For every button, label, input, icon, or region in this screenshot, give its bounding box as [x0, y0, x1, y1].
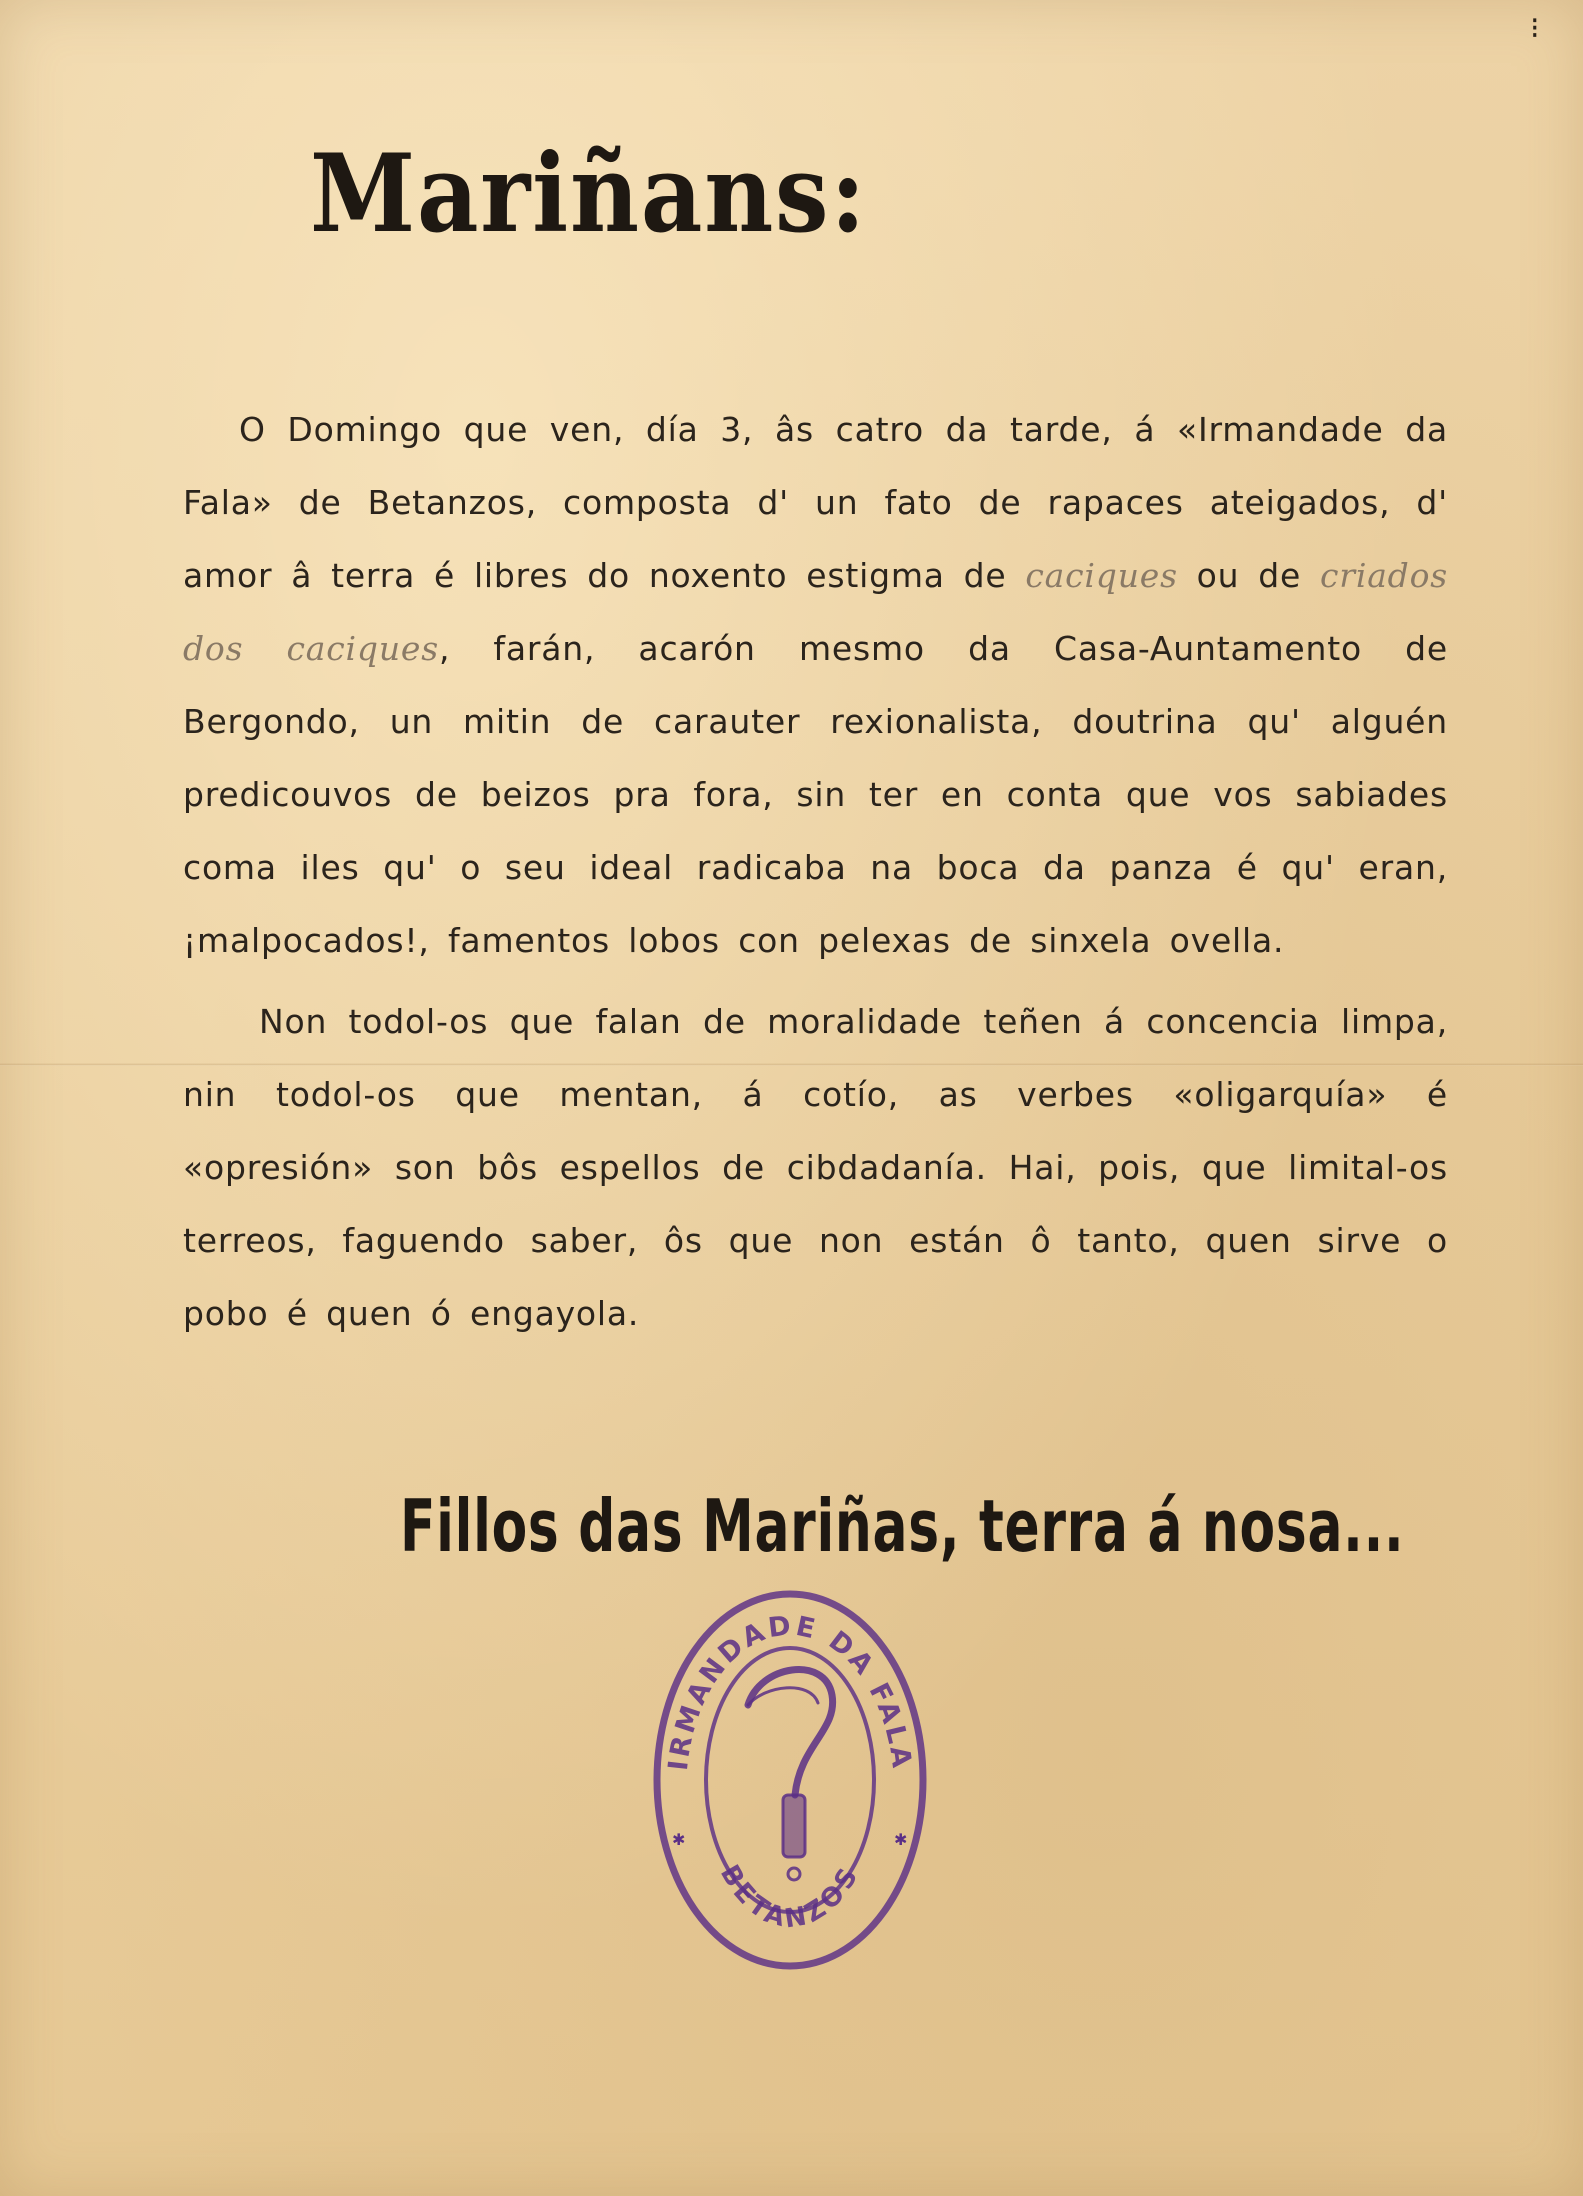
irmandade-stamp — [650, 1585, 930, 1975]
paragraph-2-segment: Non todol-os que falan de moralidade teñen á concencia limpa, nin todol-os que mentan, á cotío, as verbes «oligarquía» é «opresión» son bôs espellos de cibdadanía. Hai, pois, que limital-os terreos, faguendo saber, ôs que non están ô tanto, quen sirve o pobo é quen ó engayola. — [183, 1002, 1448, 1333]
paragraph-1-segment: ou de — [1177, 556, 1320, 595]
svg-text:IRMANDADE DA FALA — [663, 1610, 917, 1772]
paragraph-2 — [183, 985, 1448, 1350]
paragraph-1-segment: , farán, acarón mesmo da Casa-Auntamento de Bergondo, un mitin de carauter rexionalista, doutrina qu' alguén predicouvos de beizos pra fora, sin ter en conta que vos sabiades coma iles qu' o seu ideal radicaba na boca da panza é qu' eran, ¡malpocados!, famentos lobos con pelexas de sinxela ovella. — [183, 629, 1448, 960]
stamp-graphic — [650, 1585, 930, 1975]
closing-motto: Fillos das Mariñas, terra á nosa... — [400, 1484, 1405, 1568]
stamp-bottom-text: BETANZOS — [713, 1859, 866, 1935]
edge-ink-mark: ⁝ — [1530, 11, 1540, 46]
paragraph-1-segment: O Domingo que ven, día 3, âs catro da tarde, á «Irmandade da Fala» de Betanzos, composta d' un fato de rapaces ateigados, d' amor â terra é libres do noxento estigma de — [183, 410, 1448, 595]
stamp-ornament-right: ✱ — [894, 1830, 908, 1849]
faded-phrase-criados: criados dos caciques — [183, 556, 1448, 668]
document-body — [183, 393, 1448, 1358]
stamp-ornament-left: ✱ — [672, 1830, 686, 1849]
paragraph-1 — [183, 393, 1448, 977]
sickle-icon — [748, 1670, 833, 1880]
stamp-top-text: IRMANDADE DA FALA — [662, 1610, 918, 1773]
document-title: Mariñans: — [310, 131, 868, 257]
faded-word-caciques: caciques — [1025, 556, 1178, 595]
